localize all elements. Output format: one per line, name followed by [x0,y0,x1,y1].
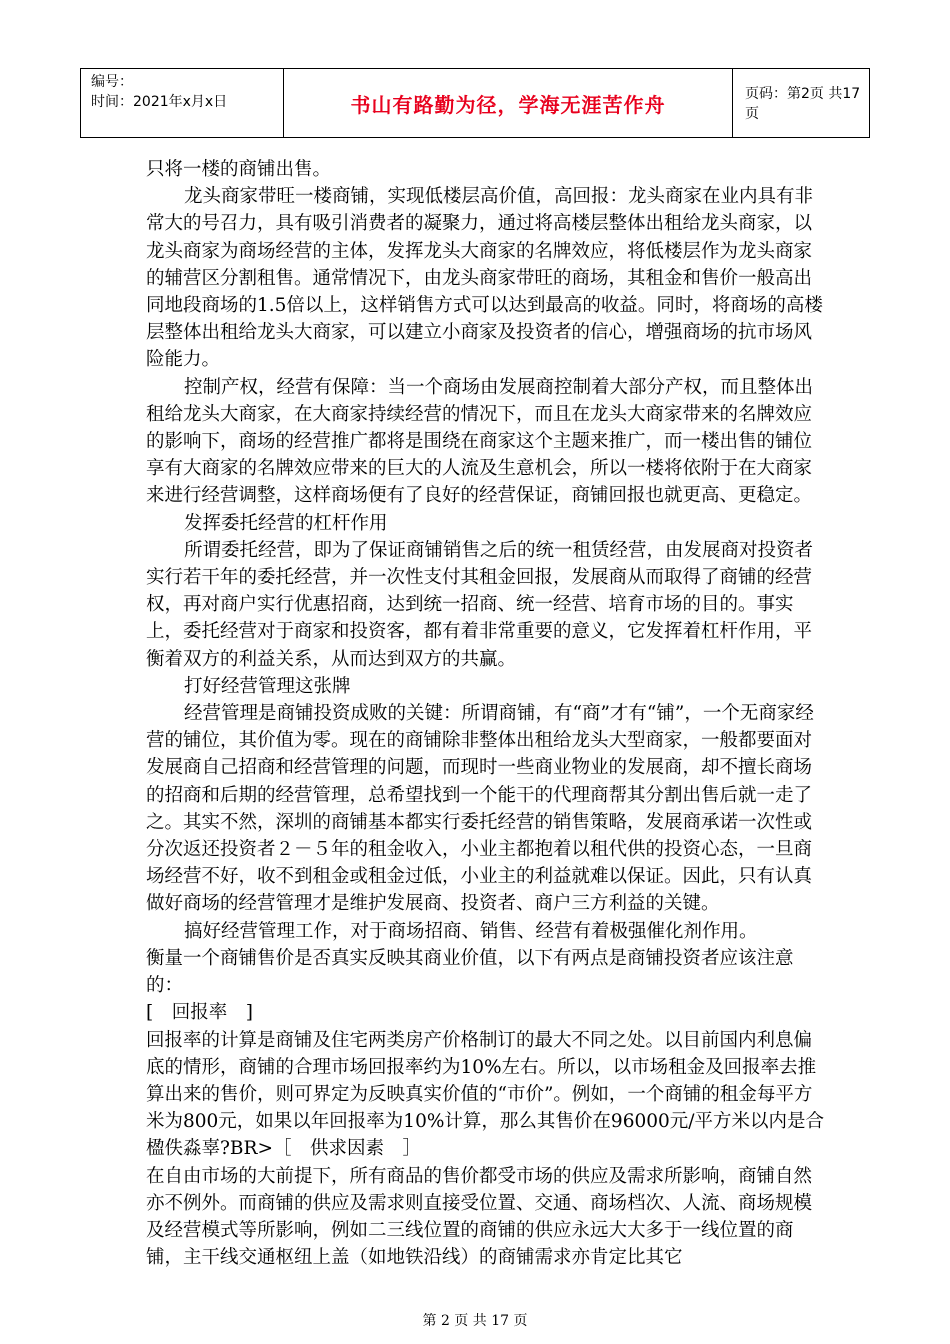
paragraph: 回报率的计算是商铺及住宅两类房产价格制订的最大不同之处。以目前国内利息偏底的情形，商铺的合理市场回报率约为10%左右。所以，以市场租金及回报率去推算出来的售价，则可界定为反映真实价值的“市价”。例如，一个商铺的租金每平方米为800元，如果以年回报率为10%计算，那么其售价在96000元/平方米以内是合楹佚淼辜?BR>［ 供求因素 ］ [146,1029,825,1160]
header-page-number: 页码：第2页 共17页 [745,86,861,122]
page-header [80,68,870,138]
paragraph: 搞好经营管理工作，对于商场招商、销售、经营有着极强催化剂作用。 [184,920,758,942]
header-motto: 书山有路勤为径，学海无涯苦作舟 [284,69,733,137]
paragraph: 在自由市场的大前提下，所有商品的售价都受市场的供应及需求所影响，商铺自然亦不例外。而商铺的供应及需求则直接受位置、交通、商场档次、人流、商场规模及经营模式等所影响，例如二三线位置的商铺的供应永远大大多于一线位置的商铺，主干线交通枢纽上盖（如地铁沿线）的商铺需求亦肯定比其它 [146,1165,813,1269]
header-meta [81,69,284,137]
document-body [146,156,826,1271]
document-date: 时间：2021年x月x日 [91,94,228,110]
paragraph: 只将一楼的商铺出售。 [146,159,332,180]
page-footer: 第 2 页 共 17 页 [422,1313,528,1329]
section-heading: 发挥委托经营的杠杆作用 [184,512,388,534]
paragraph: 衡量一个商铺售价是否真实反映其商业价值，以下有两点是商铺投资者应该注意的： [146,947,794,997]
section-heading: 打好经营管理这张牌 [184,675,351,697]
paragraph: 龙头商家带旺一楼商铺，实现低楼层高价值，高回报：龙头商家在业内具有非常大的号召力，具有吸引消费者的凝聚力，通过将高楼层整体出租给龙头商家，以龙头商家为商场经营的主体，发挥龙头大商家的名牌效应，将低楼层作为龙头商家的辅营区分割租售。通常情况下，由龙头商家带旺的商场，其租金和售价一般高出同地段商场的1.5倍以上，这样销售方式可以达到最高的收益。同时，将商场的高楼层整体出租给龙头大商家，可以建立小商家及投资者的信心，增强商场的抗市场风险能力。 [146,186,823,371]
paragraph: 所谓委托经营，即为了保证商铺销售之后的统一租赁经营，由发展商对投资者实行若干年的委托经营，并一次性支付其租金回报，发展商从而取得了商铺的经营权，再对商户实行优惠招商，达到统一招商、统一经营、培育市场的目的。事实上，委托经营对于商家和投资客，都有着非常重要的意义，它发挥着杠杆作用，平衡着双方的利益关系，从而达到双方的共赢。 [146,539,814,670]
section-heading: [ 回报率 ] [146,1002,253,1024]
paragraph: 控制产权，经营有保障：当一个商场由发展商控制着大部分产权，而且整体出租给龙头大商家，在大商家持续经营的情况下，而且在龙头大商家带来的名牌效应的影响下，商场的经营推广都将是围绕在商家这个主题来推广，而一楼出售的铺位享有大商家的名牌效应带来的巨大的人流及生意机会，所以一楼将依附于在大商家来进行经营调整，这样商场便有了良好的经营保证，商铺回报也就更高、更稳定。 [146,376,814,507]
paragraph: 经营管理是商铺投资成败的关键：所谓商铺，有“商”才有“铺”，一个无商家经营的铺位，其价值为零。现在的商铺除非整体出租给龙头大型商家，一般都要面对发展商自己招商和经营管理的问题，而现时一些商业物业的发展商，却不擅长商场的招商和后期的经营管理，总希望找到一个能干的代理商帮其分割出售后就一走了之。其实不然，深圳的商铺基本都实行委托经营的销售策略，发展商承诺一次性或分次返还投资者２－５年的租金收入，小业主都抱着以租代供的投资心态，一旦商场经营不好，收不到租金或租金过低，小业主的利益就难以保证。因此，只有认真做好商场的经营管理才是维护发展商、投资者、商户三方利益的关键。 [146,703,814,915]
document-number: 编号： [91,74,133,90]
